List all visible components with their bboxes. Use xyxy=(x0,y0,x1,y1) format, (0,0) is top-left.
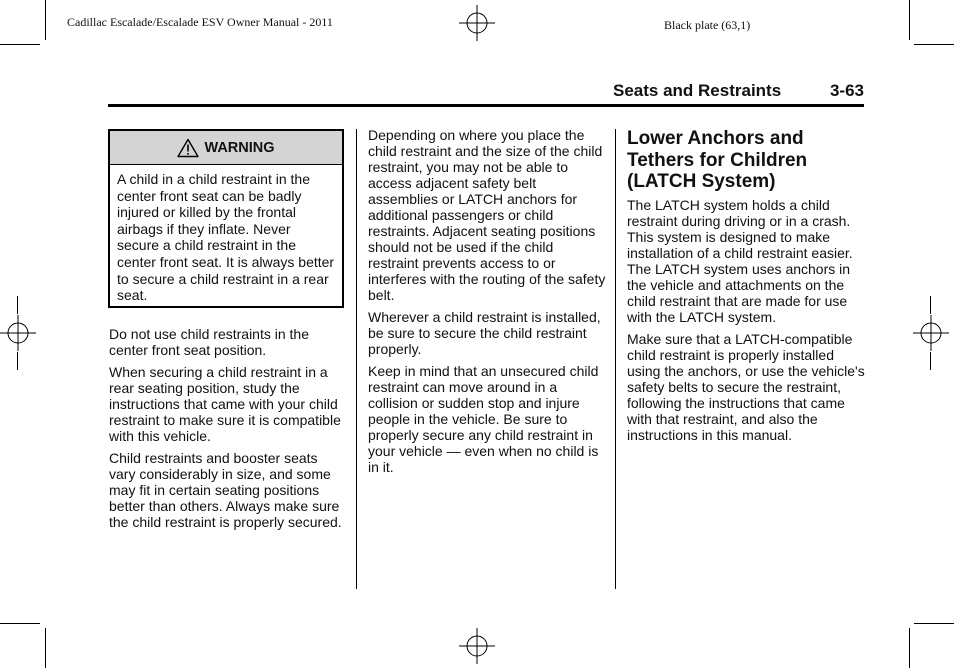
paragraph: The LATCH system holds a child restraint during driving or in a crash. This system is designed to make installation of a child restraint easier. The LATCH system uses anchors in the vehicle and attachments on the child restraint that are made for use with the LATCH system. xyxy=(627,197,853,325)
paragraph: When securing a child restraint in a rear seating position, study the instructions that came with your child restraint to make sure it is compatible with this vehicle. xyxy=(109,364,341,444)
warning-label: WARNING xyxy=(204,139,275,156)
page-number: 3-63 xyxy=(829,81,864,100)
crop-mark xyxy=(930,296,931,314)
plate-label: Black plate (63,1) xyxy=(664,18,751,32)
paragraph: Make sure that a LATCH-compatible child restraint is properly installed using the anchors, or use the vehicle's safety belts to secure the restraint, following the instructions that came with that restraint, and also the instructions in this manual. xyxy=(627,331,865,443)
warning-text: A child in a child restraint in the center front seat can be badly injured or killed by the frontal airbags if they inflate. Never secure a child restraint in the center front seat. It is always better to secure a child restraint in a rear seat. xyxy=(117,171,335,304)
manual-title: Cadillac Escalade/Escalade ESV Owner Manual - 2011 xyxy=(67,15,333,29)
registration-mark-icon xyxy=(459,628,495,664)
registration-mark-icon xyxy=(913,315,949,351)
column-3 xyxy=(627,197,867,449)
section-title: Seats and Restraints xyxy=(613,81,782,100)
latch-heading: Lower Anchors and Tethers for Children (LATCH System) xyxy=(627,128,808,192)
crop-mark xyxy=(45,0,46,40)
crop-mark xyxy=(17,352,18,370)
paragraph: Keep in mind that an unsecured child restraint can move around in a collision or sudden stop and injure people in the vehicle. Be sure to properly secure any child restraint in your vehicle — even when no child is in it. xyxy=(368,363,599,475)
crop-mark xyxy=(914,623,954,624)
crop-mark xyxy=(0,44,40,45)
paragraph: Child restraints and booster seats vary considerably in size, and some may fit in certain seating positions better than others. Always make sure the child restraint is properly secured. xyxy=(109,450,342,530)
crop-mark xyxy=(17,296,18,314)
column-2 xyxy=(368,127,606,481)
warning-header xyxy=(110,131,342,165)
crop-mark xyxy=(909,0,910,40)
column-1 xyxy=(109,326,345,536)
registration-mark-icon xyxy=(459,5,495,41)
crop-mark xyxy=(45,628,46,668)
paragraph: Wherever a child restraint is installed, be sure to secure the child restraint properly. xyxy=(368,309,601,357)
crop-mark xyxy=(914,44,954,45)
column-divider xyxy=(356,129,357,589)
section-header xyxy=(108,80,864,107)
column-divider xyxy=(615,129,616,589)
paragraph: Depending on where you place the child restraint and the size of the child restraint, you may not be able to access adjacent safety belt assemblies or LATCH anchors for additional passengers or child restraints. Adjacent seating positions should not be used if the child restraint prevents access to or interferes with the routing of the safety belt. xyxy=(368,127,606,303)
crop-mark xyxy=(930,352,931,370)
crop-mark xyxy=(909,628,910,668)
registration-mark-icon xyxy=(0,315,36,351)
paragraph: Do not use child restraints in the center front seat position. xyxy=(109,326,309,358)
crop-mark xyxy=(0,623,40,624)
warning-triangle-icon xyxy=(177,138,199,158)
warning-box xyxy=(108,129,344,308)
